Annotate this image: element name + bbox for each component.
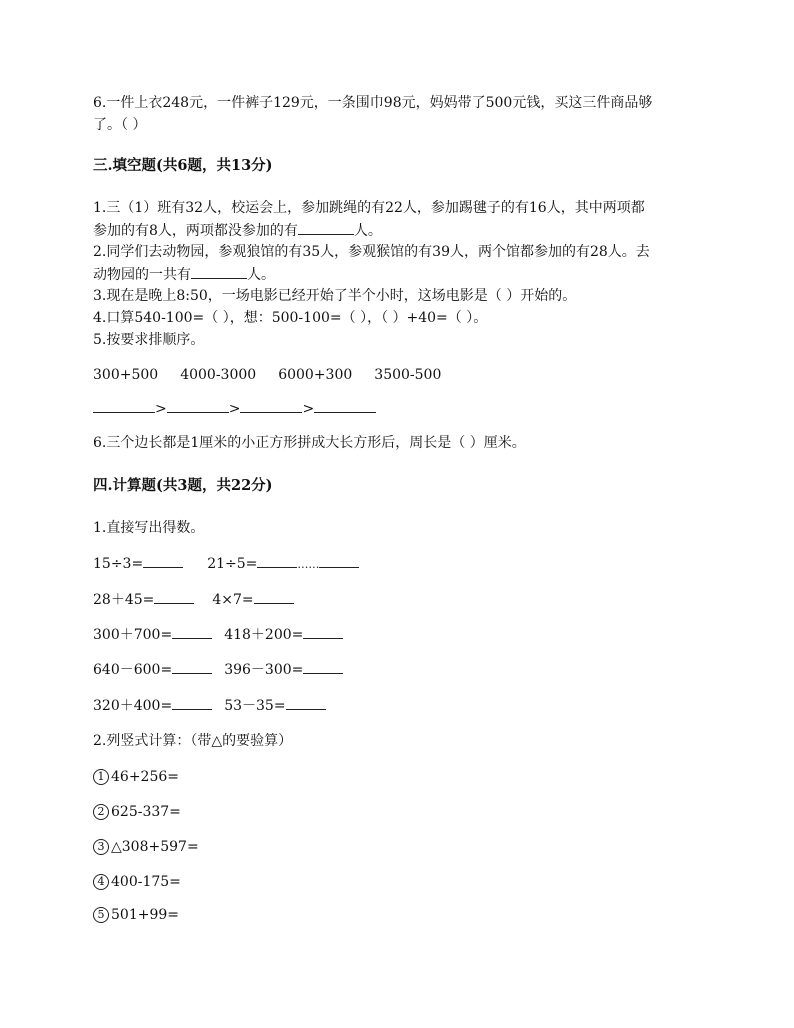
vertical-calc-expr: △308+597= (111, 839, 199, 855)
greater-than-sign: > (228, 401, 241, 417)
answer-blank[interactable] (303, 624, 343, 639)
answer-blank[interactable] (303, 659, 343, 674)
fill-q2-line1: 2.同学们去动物园，参观狼馆的有35人，参观猴馆的有39人，两个馆都参加的有28人。去 (93, 244, 650, 260)
order-item: 4000-3000 (180, 367, 257, 383)
calc-expr: 15÷3= (93, 556, 144, 572)
order-items-row (93, 365, 441, 385)
calc-expr: 320＋400= (93, 698, 173, 714)
vertical-calc-item (93, 802, 181, 822)
greater-than-sign: > (302, 401, 315, 417)
vertical-calc-expr: 501+99= (111, 907, 179, 923)
vertical-calc-item (93, 905, 179, 925)
answer-blank[interactable] (172, 695, 212, 710)
fill-q2-text-a: 动物园的一共有 (93, 267, 191, 283)
vertical-calc-item (93, 767, 179, 787)
fill-q1-line1: 1.三（1）班有32人，校运会上，参加跳绳的有22人，参加踢毽子的有16人，其中两项都 (93, 200, 645, 216)
calc-row (93, 624, 343, 644)
fill-q2-text-b: 人。 (247, 267, 275, 283)
vertical-calc-item (93, 872, 181, 892)
fill-q1-text-a: 参加的有8人，两项都没参加的有 (93, 223, 298, 239)
vertical-calc-item (93, 837, 199, 857)
answer-blank[interactable] (172, 659, 212, 674)
calc-expr: 28＋45= (93, 592, 155, 608)
calc-expr: 418＋200= (224, 627, 304, 643)
remainder-dots: …… (297, 558, 320, 571)
calc-q1-text: 1.直接写出得数。 (93, 520, 205, 536)
calc-expr: 396－300= (224, 662, 304, 678)
answer-blank[interactable] (154, 589, 194, 604)
circled-number: 5 (93, 907, 109, 923)
calc-expr: 300＋700= (93, 627, 173, 643)
circled-number: 3 (93, 839, 109, 855)
answer-blank[interactable] (191, 264, 247, 279)
order-answer-row (93, 398, 376, 418)
question-6-line2: 了。（ ） (93, 117, 147, 133)
calc-row (93, 589, 294, 609)
vertical-calc-expr: 625-337= (111, 804, 181, 820)
fill-q4: 4.口算540-100=（ ），想：500-100=（ ），（ ）+40=（ ）。 (93, 310, 488, 326)
circled-number: 1 (93, 769, 109, 785)
vertical-calc-expr: 400-175= (111, 874, 181, 890)
calc-expr: 640－600= (93, 662, 173, 678)
answer-blank[interactable] (286, 695, 326, 710)
order-item: 6000+300 (278, 367, 353, 383)
answer-blank[interactable] (319, 553, 359, 568)
greater-than-sign: > (155, 401, 167, 417)
answer-blank[interactable] (257, 553, 297, 568)
calc-row (93, 553, 359, 573)
answer-blank[interactable] (167, 398, 229, 413)
answer-blank[interactable] (143, 553, 183, 568)
section-3-title: 三.填空题(共6题，共13分) (93, 157, 273, 174)
vertical-calc-expr: 46+256= (111, 769, 179, 785)
order-item: 300+500 (93, 367, 159, 383)
fill-q1-line2 (93, 220, 382, 240)
answer-blank[interactable] (314, 398, 376, 413)
calc-row (93, 695, 326, 715)
circled-number: 2 (93, 804, 109, 820)
calc-row (93, 659, 343, 679)
answer-blank[interactable] (240, 398, 302, 413)
fill-q2-line2 (93, 264, 275, 284)
answer-blank[interactable] (298, 220, 354, 235)
fill-q6: 6.三个边长都是1厘米的小正方形拼成大长方形后，周长是（ ）厘米。 (93, 435, 526, 451)
fill-q3: 3.现在是晚上8:50，一场电影已经开始了半个小时，这场电影是（ ）开始的。 (93, 288, 577, 304)
answer-blank[interactable] (93, 398, 155, 413)
section-4-title: 四.计算题(共3题，共22分) (93, 477, 273, 494)
calc-q2-text: 2.列竖式计算：（带△的要验算） (93, 733, 293, 749)
calc-expr: 4×7= (212, 592, 254, 608)
circled-number: 4 (93, 874, 109, 890)
answer-blank[interactable] (172, 624, 212, 639)
fill-q1-text-b: 人。 (353, 223, 382, 239)
fill-q5-text: 5.按要求排顺序。 (93, 332, 205, 348)
calc-expr: 53－35= (224, 698, 286, 714)
question-6-line1: 6.一件上衣248元，一件裤子129元，一条围巾98元，妈妈带了500元钱，买这三件商品够 (93, 95, 653, 111)
order-item: 3500-500 (374, 367, 442, 383)
answer-blank[interactable] (254, 589, 294, 604)
calc-expr: 21÷5= (207, 556, 258, 572)
